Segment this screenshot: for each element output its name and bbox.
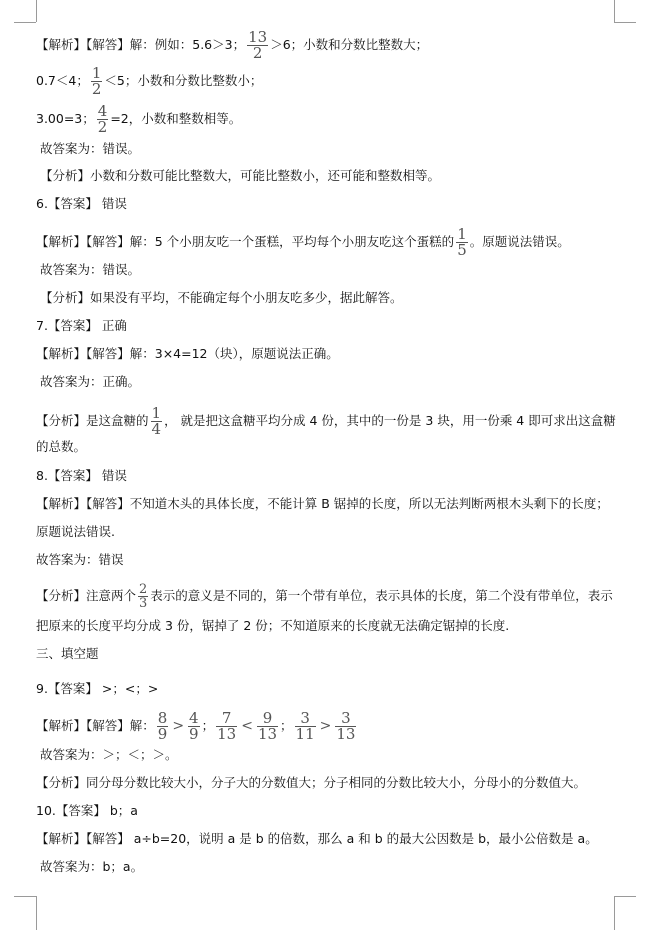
q10-answer: 故答案为：b；a。 [40, 859, 144, 874]
q8-solution-line-2: 原题说法错误. [36, 524, 115, 539]
fraction: $\frac{2}{3}$ [139, 582, 148, 611]
crop-mark-bottom-left-v [36, 896, 37, 930]
fraction: $\frac{9}{13}$ [257, 709, 278, 743]
fraction: $\frac{4}{9}$ [189, 709, 199, 743]
q8-analysis-line-2: 把原来的长度平均分成 3 份，锯掉了 2 份；不知道原来的长度就无法确定锯掉的长度. [36, 618, 510, 633]
q10-solution: 【解析】【解答】 a÷b=20，说明 a 是 b 的倍数，那么 a 和 b 的最大公因数是 b，最小公倍数是 a。 [36, 831, 598, 846]
crop-mark-top-right-v [614, 0, 615, 22]
q8-solution-line-1: 【解析】【解答】不知道木头的具体长度，不能计算 B 锯掉的长度，所以无法判断两根木头剩下的长度； [36, 496, 609, 511]
q7-analysis-line-1: 【分析】是这盒糖的 $\frac{1}{4}$ ， 就是把这盒糖平均分成 4 份，其中的一份是 3 块，用一份乘 4 即可求出这盒糖 [36, 404, 616, 438]
q5-analysis: 【分析】小数和分数可能比整数大，可能比整数小，还可能和整数相等。 [40, 168, 441, 183]
q8-header: 8.【答案】 错误 [36, 468, 127, 483]
fraction: $\frac{4}{2}$ [97, 102, 108, 136]
q6-analysis: 【分析】如果没有平均，不能确定每个小朋友吃多少，据此解答。 [40, 290, 403, 305]
q6-solution: 【解析】【解答】解：5 个小朋友吃一个蛋糕，平均每个小朋友吃这个蛋糕的 $\frac{1}{5}$ 。原题说法错误。 [36, 225, 570, 259]
fraction: $\frac{1}{5}$ [457, 225, 467, 259]
crop-mark-top-left-v [36, 0, 37, 22]
q7-answer: 故答案为：正确。 [40, 374, 141, 389]
q7-analysis-line-2: 的总数。 [36, 439, 87, 454]
fraction: $\frac{13}{2}$ [248, 28, 268, 62]
q9-answer: 故答案为：＞；＜；＞。 [40, 747, 178, 762]
fraction: $\frac{3}{11}$ [295, 709, 315, 743]
section-heading: 三、填空题 [36, 646, 99, 661]
q6-answer: 故答案为：错误。 [40, 262, 141, 277]
q9-solution: 【解析】【解答】解： $\frac{8}{9}$ > $\frac{4}{9}$ ； $\frac{7}{13}$ < $\frac{9}{13}$ ； $\frac{3}{11}$ > $\frac{3}{13}$ [36, 709, 356, 743]
crop-mark-bottom-right-v [614, 896, 615, 930]
fraction: $\frac{3}{13}$ [336, 709, 356, 743]
q5-solution-line-3: 3.00=3； $\frac{4}{2}$ =2，小数和整数相等。 [36, 102, 242, 136]
q10-header: 10.【答案】 b；a [36, 803, 138, 818]
q8-answer: 故答案为：错误 [36, 552, 124, 567]
fraction: $\frac{1}{2}$ [91, 64, 102, 98]
q8-analysis-line-1: 【分析】注意两个 $\frac{2}{3}$ 表示的意义是不同的，第一个带有单位，表示具体的长度，第二个没有带单位，表示 [36, 582, 613, 611]
crop-mark-bottom-right-h [614, 896, 636, 897]
q5-solution-line-2: 0.7＜4； $\frac{1}{2}$ ＜5；小数和分数比整数小； [36, 64, 263, 98]
fraction: $\frac{8}{9}$ [157, 709, 168, 743]
q7-header: 7.【答案】 正确 [36, 318, 127, 333]
fraction: $\frac{1}{4}$ [151, 404, 162, 438]
crop-mark-top-right-h [614, 22, 636, 23]
q5-answer: 故答案为：错误。 [40, 141, 141, 156]
crop-mark-top-left-h [14, 22, 36, 23]
q6-header: 6.【答案】 错误 [36, 196, 127, 211]
q7-solution: 【解析】【解答】解：3×4=12（块），原题说法正确。 [36, 346, 339, 361]
q5-solution-line-1: 【解析】【解答】解：例如：5.6＞3； $\frac{13}{2}$ ＞6；小数和分数比整数大； [36, 28, 429, 62]
crop-mark-bottom-left-h [14, 896, 36, 897]
fraction: $\frac{7}{13}$ [217, 709, 237, 743]
q9-analysis: 【分析】同分母分数比较大小，分子大的分数值大；分子相同的分数比较大小，分母小的分数值大。 [36, 775, 587, 790]
q9-header: 9.【答案】 >；<；> [36, 681, 159, 696]
